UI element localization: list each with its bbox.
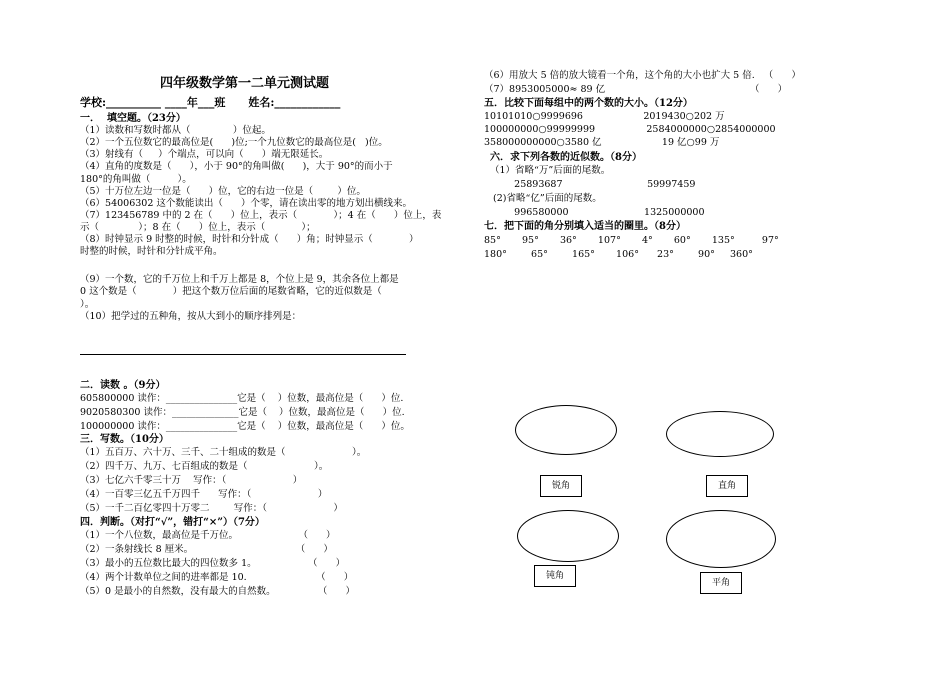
write-item: （5）一千二百亿零四十万零二 写作：（ ） <box>80 503 343 514</box>
fill-blank-item: （4）直角的度数是（ ），小于 90°的角叫做( )，大于 90°的而小于 <box>80 161 393 173</box>
approx-item: （1）省略“万”后面的尾数。 <box>490 165 611 176</box>
fill-blank-item: （1）读数和写数时都从（ ）位起。 <box>80 125 271 137</box>
fill-blank-item: ）。 <box>80 298 95 310</box>
read-item: 605800000 读作：_______________它是（ ）位数，最高位是（ ）位. <box>80 393 404 404</box>
acute-angle-label: 锐角 <box>540 475 582 497</box>
straight-angle-circle <box>666 510 776 568</box>
judge-item: （6）用放大 5 倍的放大镜看一个角，这个角的大小也扩大 5 倍. （ ） <box>484 70 801 81</box>
answer-line <box>80 354 406 355</box>
angle-section-title: 七．把下面的角分别填入适当的圈里。（8分） <box>484 221 686 232</box>
fill-blank-section-title: 一． 填空题。（23分） <box>80 113 186 124</box>
fill-blank-item: （5）十万位左边一位是（ ）位，它的右边一位是（ ）位。 <box>80 185 366 197</box>
read-item: 9020580300 读作：______________它是（ ）位数，最高位是（ ）位. <box>80 407 405 418</box>
fill-blank-item: 示（ ）；8 在（ ）位上，表示（ ）； <box>80 221 316 233</box>
fill-blank-item: （2）一个五位数它的最高位是( )位;一个九位数它的最高位是( )位。 <box>80 137 388 149</box>
angle-values-row: 85° 95° 36° 107° 4° 60° 135° 97° <box>484 235 779 246</box>
read-item: 100000000 读作：_______________它是（ ）位数，最高位是（ ）位。 <box>80 421 410 432</box>
angle-values-row: 180° 65° 165° 106° 23° 90° 360° <box>484 249 753 260</box>
approx-section-title: 六．求下列各数的近似数。（8分） <box>490 152 642 163</box>
fill-blank-item: （10）把学过的五种角，按从大到小的顺序排列是： <box>80 310 302 322</box>
fill-blank-item: （6）54006302 这个数能读出（ ）个零，请在读出零的地方划出横线来。 <box>80 197 413 209</box>
judge-item: （4）两个计数单位之间的进率都是 10. （ ） <box>80 572 354 583</box>
fill-blank-item: 时整的时候，时针和分针成平角。 <box>80 246 223 258</box>
straight-angle-label: 平角 <box>700 572 742 594</box>
right-angle-circle <box>666 411 774 457</box>
compare-item: 10101010○9999696 2019430○202 万 <box>484 111 725 122</box>
judge-section-title: 四．判断。（对打“√”，错打“×”）（7分） <box>80 517 265 528</box>
fill-blank-item: （3）射线有（ ）个端点，可以向（ ）端无限延长。 <box>80 149 329 161</box>
student-info-header: 学校:__________ ____年___班 姓名:____________ <box>80 96 341 109</box>
fill-blank-item: （8）时钟显示 9 时整的时候，时针和分针成（ ）角；时钟显示（ ） <box>80 234 419 245</box>
write-section-title: 三．写数。（10分） <box>80 434 169 445</box>
judge-item: （7）8953005000≈ 89 亿 （ ） <box>484 84 788 95</box>
fill-blank-item: （9）一个数，它的千万位上和千万上都是 8，个位上是 9，其余各位上都是 <box>80 274 399 286</box>
write-item: （3）七亿六千零三十万 写作：（ ） <box>80 475 303 486</box>
approx-item: 25893687 59997459 <box>490 179 696 190</box>
compare-item: 358000000000○3580 亿 19 亿○99 万 <box>484 137 720 148</box>
fill-blank-item: （7）123456789 中的 2 在（ ）位上，表示（ ）；4 在（ ）位上，表 <box>80 209 442 221</box>
obtuse-angle-label: 钝角 <box>534 565 576 587</box>
write-item: （1）五百万、六十万、三千、二十组成的数是（ ）。 <box>80 447 367 458</box>
write-item: （4）一百零三亿五千万四千 写作：（ ） <box>80 489 328 500</box>
judge-item: （2）一条射线长 8 厘米。 （ ） <box>80 544 333 555</box>
approx-item: 996580000 1325000000 <box>490 207 705 218</box>
acute-angle-circle <box>515 405 617 455</box>
judge-item: （5）0 是最小的自然数，没有最大的自然数。 （ ） <box>80 586 356 597</box>
judge-item: （3）最小的五位数比最大的四位数多 1。 （ ） <box>80 558 346 569</box>
fill-blank-item: 180°的角叫做（ ）。 <box>80 173 192 185</box>
fill-blank-item: 0 这个数是（ ）把这个数万位后面的尾数省略，它的近似数是（ <box>80 286 382 298</box>
approx-item: (2)省略“亿”后面的尾数。 <box>490 193 602 204</box>
write-item: （2）四千万、九万、七百组成的数是（ ）。 <box>80 461 329 472</box>
compare-item: 100000000○99999999 2584000000○2854000000 <box>484 124 776 135</box>
compare-section-title: 五．比较下面每组中的两个数的大小。（12分） <box>484 98 693 109</box>
read-section-title: 二．读数 。（9分） <box>80 380 166 391</box>
obtuse-angle-circle <box>517 510 619 562</box>
page-title: 四年级数学第一二单元测试题 <box>160 76 330 91</box>
right-angle-label: 直角 <box>706 475 748 497</box>
judge-item: （1）一个八位数，最高位是千万位。 （ ） <box>80 530 336 541</box>
